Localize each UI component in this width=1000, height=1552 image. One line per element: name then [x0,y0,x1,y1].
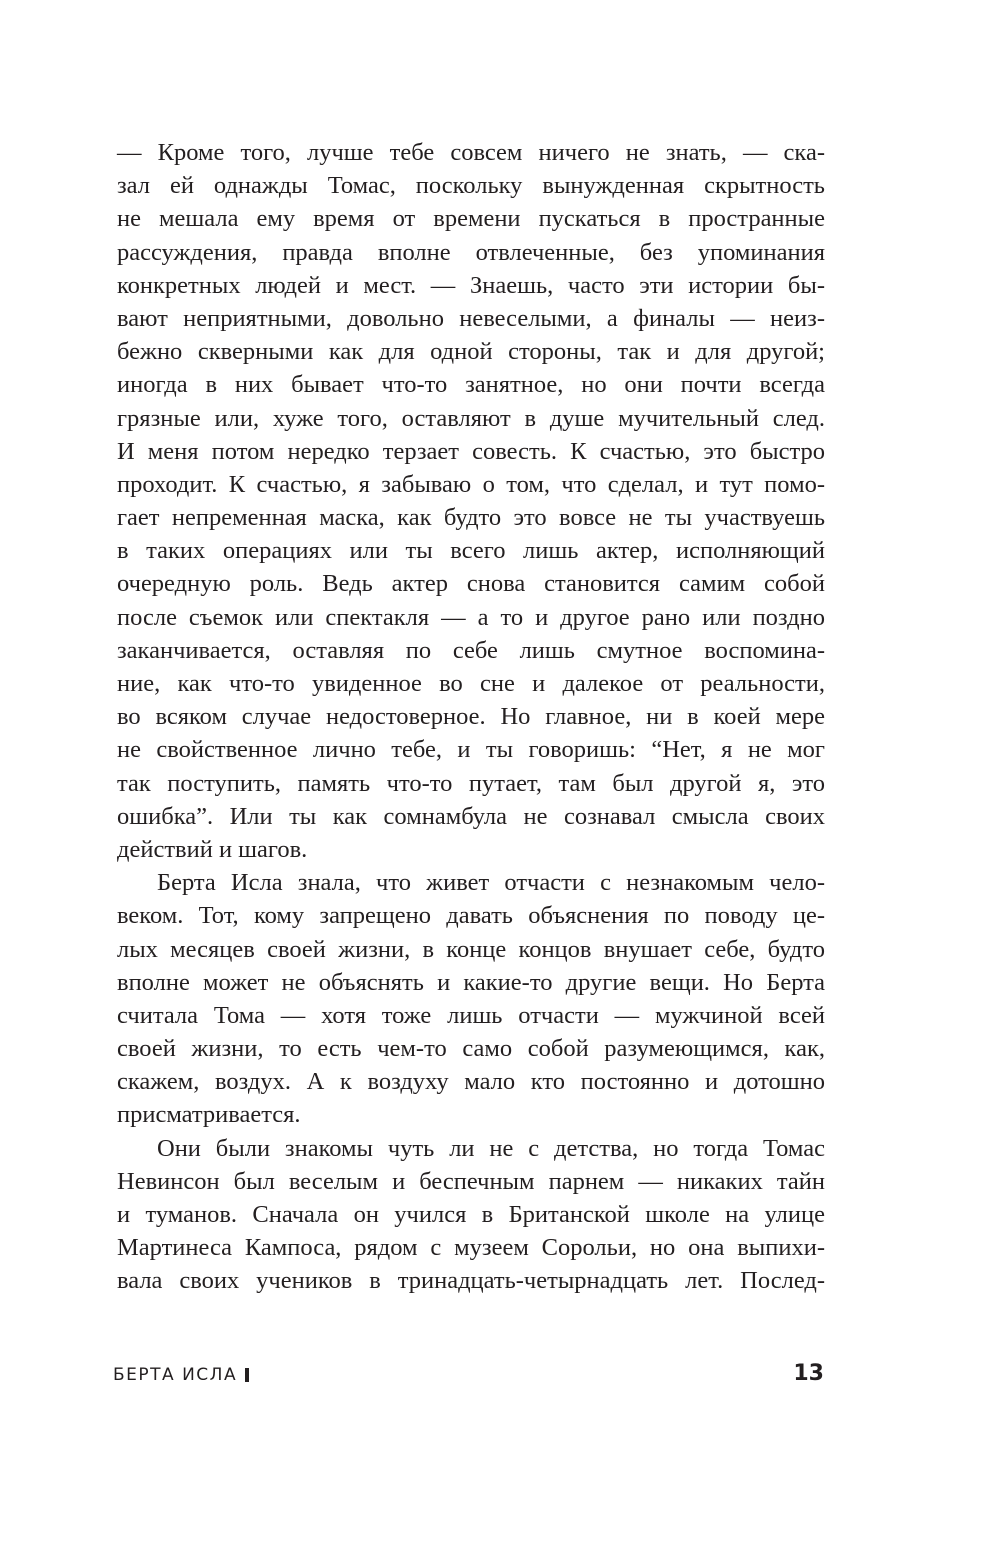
text-line: и туманов. Сначала он учился в Британской школе на улице [117,1201,825,1228]
text-line: не мешала ему время от времени пускаться в пространные [117,205,825,233]
text-line: действий и шагов. [117,835,308,863]
text-line: после съемок или спектакля — а то и другое рано или поздно [117,603,825,631]
text-line: иногда в них бывает что-то занятное, но они почти всегда [117,371,825,399]
text-line: грязные или, хуже того, оставляют в душе мучительный след. [117,404,825,432]
text-line: считала Тома — хотя тоже лишь отчасти — мужчиной всей [117,1001,825,1029]
text-line: Невинсон был веселым и беспечным парнем — никаких тайн [117,1167,825,1195]
text-line: — Кроме того, лучше тебе совсем ничего не знать, — ска- [117,139,825,166]
text-line: в таких операциях или ты всего лишь актер, исполняющий [117,537,825,565]
text-line: не свойственное лично тебе, и ты говоришь: “Нет, я не мог [117,736,825,764]
page-number: 13 [793,1361,824,1386]
text-line: И меня потом нередко терзает совесть. К счастью, это быстро [117,437,825,465]
text-line: Они были знакомы чуть ли не с детства, но тогда Томас [157,1134,825,1162]
running-footer [113,1362,249,1388]
book-title: БЕРТА ИСЛА [113,1365,238,1385]
text-line: проходит. К счастью, я забываю о том, что сделал, и тут помо- [117,470,825,498]
footer-bar-mark [245,1368,249,1382]
text-line: очередную роль. Ведь актер снова становится самим собой [117,570,825,598]
text-line: ошибка”. Или ты как сомнамбула не сознавал смысла своих [117,802,825,830]
text-line: скажем, воздух. А к воздуху мало кто постоянно и дотошно [117,1068,825,1096]
body-text [117,136,825,1298]
text-line: ние, как что-то увиденное во сне и далекое от реальности, [117,670,825,697]
text-line: бежно скверными как для одной стороны, так и для другой; [117,338,825,366]
text-line: вала своих учеников в тринадцать-четырнадцать лет. Послед- [117,1267,825,1295]
text-line: зал ей однажды Томас, поскольку вынужденная скрытность [117,172,825,200]
text-line: веком. Тот, кому запрещено давать объяснения по поводу це- [117,902,825,930]
text-line: гает непременная маска, как будто это вовсе не ты участвуешь [117,504,825,532]
text-line: присматривается. [117,1101,301,1129]
text-line: вполне может не объяснять и какие-то другие вещи. Но Берта [117,968,825,996]
text-line: лых месяцев своей жизни, в конце концов внушает себе, будто [117,935,825,963]
text-line: своей жизни, то есть чем-то само собой разумеющимся, как, [117,1035,825,1063]
text-line: заканчивается, оставляя по себе лишь смутное воспомина- [117,636,825,664]
text-line: Берта Исла знала, что живет отчасти с незнакомым чело- [157,869,825,897]
text-line: рассуждения, правда вполне отвлеченные, без упоминания [117,238,825,266]
text-line: конкретных людей и мест. — Знаешь, часто эти истории бы- [117,271,825,299]
text-line: Мартинеса Кампоса, рядом с музеем Сорольи, но она выпихи- [117,1234,825,1262]
text-line: вают неприятными, довольно невеселыми, а финалы — неиз- [117,304,825,332]
text-line: во всяком случае недостоверное. Но главное, ни в коей мере [117,703,825,731]
text-line: так поступить, память что-то путает, там был другой я, это [117,769,825,797]
